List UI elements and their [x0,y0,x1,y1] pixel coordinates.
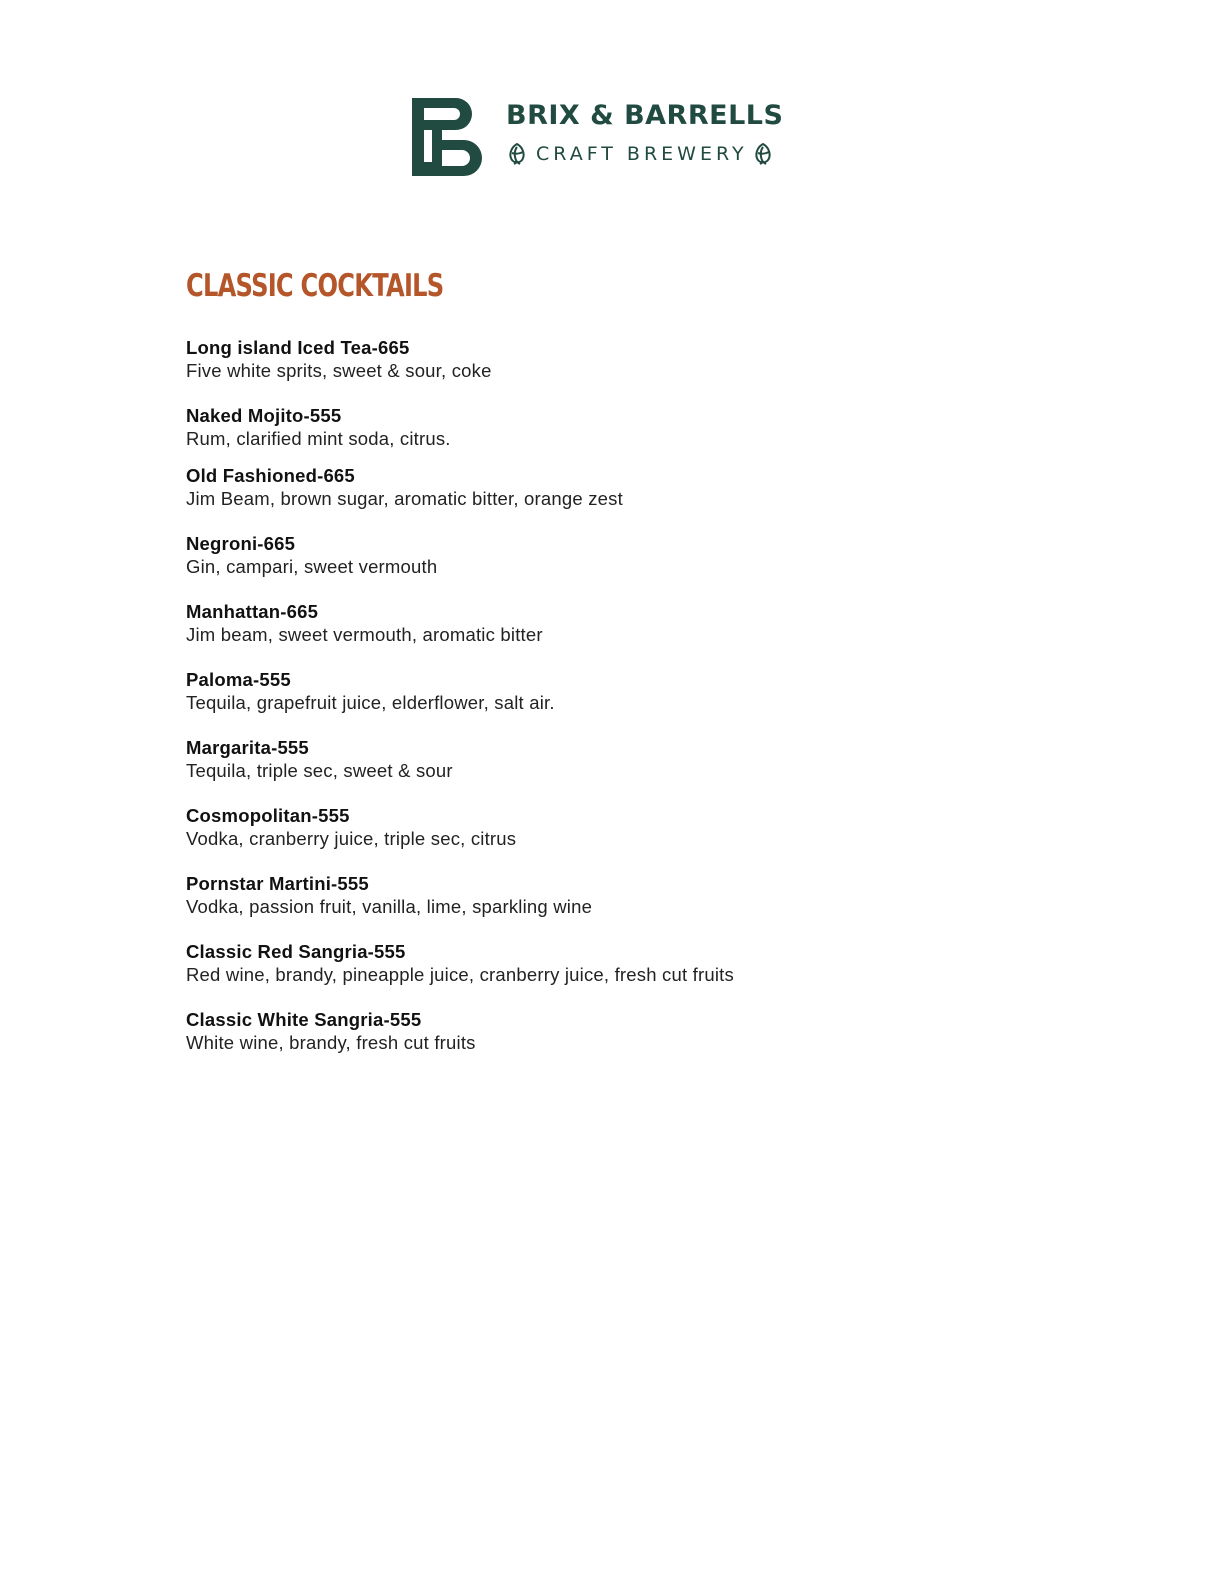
menu-item [186,804,1006,850]
item-description: Gin, campari, sweet vermouth [186,556,438,577]
menu-item [186,668,1006,714]
item-description: Tequila, grapefruit juice, elderflower, salt air. [186,692,555,713]
item-description: Vodka, cranberry juice, triple sec, citrus [186,828,517,849]
menu-item [186,404,1006,450]
bb-monogram-icon [410,96,482,178]
item-name: Classic Red Sangria-555 [186,941,406,962]
item-name: Long island Iced Tea-665 [186,337,410,358]
item-description: White wine, brandy, fresh cut fruits [186,1032,476,1053]
item-name: Cosmopolitan-555 [186,805,350,826]
item-name: Paloma-555 [186,669,291,690]
brand-logo [410,96,802,180]
item-name: Negroni-665 [186,533,296,554]
item-description: Vodka, passion fruit, vanilla, lime, sparkling wine [186,896,593,917]
item-description: Red wine, brandy, pineapple juice, cranberry juice, fresh cut fruits [186,964,734,985]
item-description: Rum, clarified mint soda, citrus. [186,428,451,449]
hop-icon [506,142,528,166]
cocktail-list [186,336,1006,1076]
item-name: Pornstar Martini-555 [186,873,369,894]
menu-item [186,532,1006,578]
menu-item [186,336,1006,382]
menu-item [186,464,1006,510]
menu-item [186,1008,1006,1054]
item-description: Five white sprits, sweet & sour, coke [186,360,492,381]
menu-item [186,736,1006,782]
item-name: Margarita-555 [186,737,309,758]
menu-item [186,940,1006,986]
brand-tagline: CRAFT BREWERY [536,143,748,165]
item-name: Manhattan-665 [186,601,319,622]
item-name: Old Fashioned-665 [186,465,355,486]
item-description: Tequila, triple sec, sweet & sour [186,760,453,781]
item-name: Classic White Sangria-555 [186,1009,422,1030]
item-description: Jim Beam, brown sugar, aromatic bitter, orange zest [186,488,623,509]
section-title: CLASSIC COCKTAILS [186,268,444,304]
hop-icon [752,142,774,166]
menu-item [186,872,1006,918]
item-name: Naked Mojito-555 [186,405,342,426]
brand-name: BRIX & BARRELLS [506,100,784,131]
menu-item [186,600,1006,646]
brand-tagline-row [506,142,774,166]
item-description: Jim beam, sweet vermouth, aromatic bitter [186,624,543,645]
